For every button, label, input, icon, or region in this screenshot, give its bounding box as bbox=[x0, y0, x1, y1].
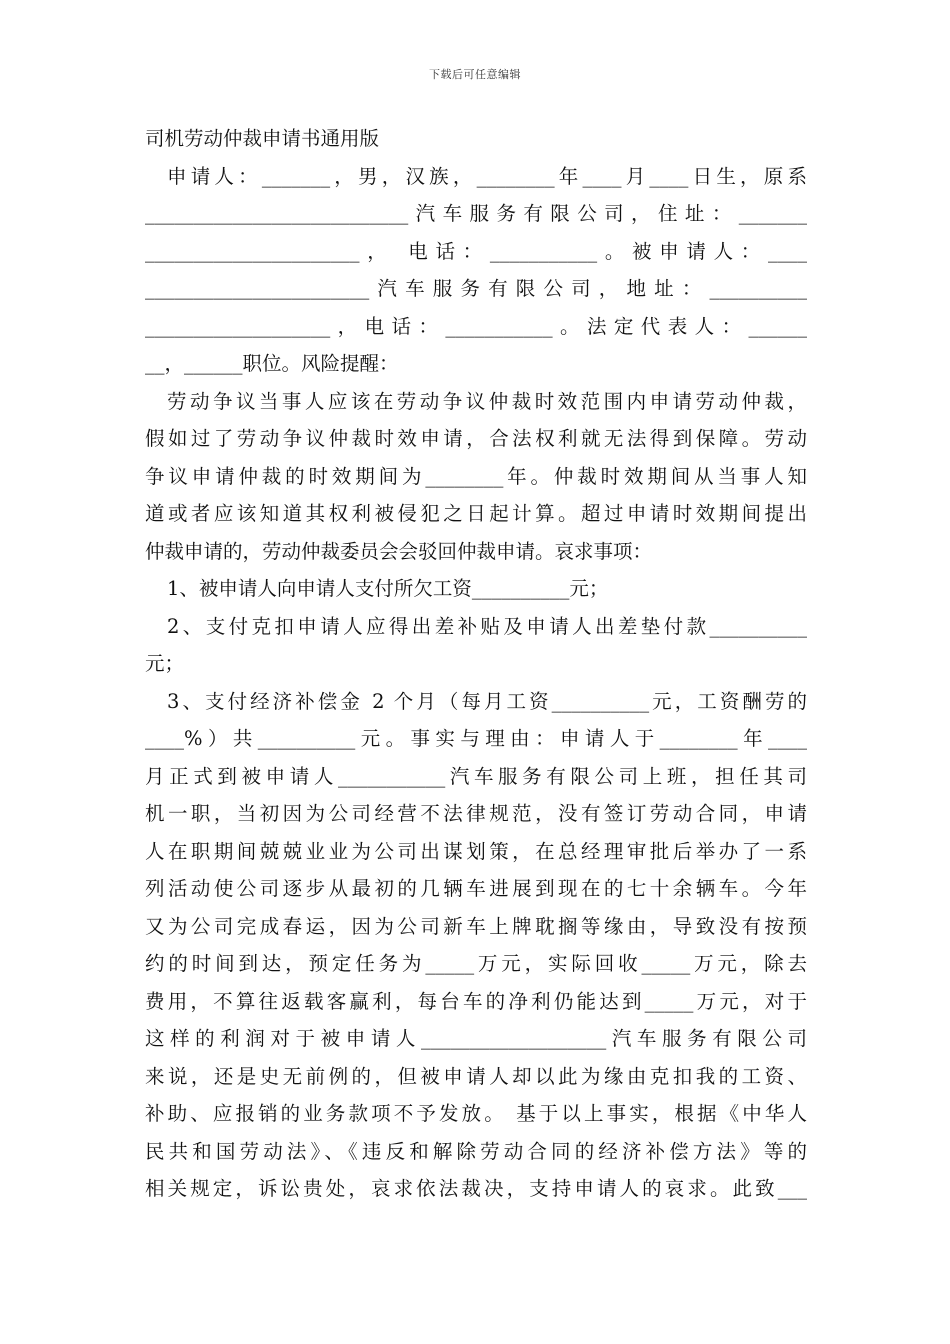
text-line: 月正式到被申请人___________汽车服务有限公司上班，担任其司 bbox=[145, 764, 807, 788]
text-line: 列活动使公司逐步从最初的几辆车进展到现在的七十余辆车。今年 bbox=[145, 877, 807, 900]
document-body bbox=[145, 120, 807, 1208]
text-line: 仲裁申请的，劳动仲裁委员会会驳回仲裁申请。哀求事项： bbox=[145, 539, 653, 563]
text-line: 争议申请仲裁的时效期间为________年。仲裁时效期间从当事人知 bbox=[145, 464, 807, 488]
text-line: 民共和国劳动法》、《违反和解除劳动合同的经济补偿方法》等的 bbox=[145, 1139, 807, 1163]
text-line: 又为公司完成春运，因为公司新车上牌耽搁等缘由，导致没有按预 bbox=[145, 914, 807, 938]
text-line: _______________________汽车服务有限公司，地址：__________ bbox=[145, 277, 807, 300]
text-line: 约的时间到达，预定任务为_____万元，实际回收_____万元，除去 bbox=[145, 952, 807, 975]
text-line: 这样的利润对于被申请人___________________汽车服务有限公司 bbox=[145, 1027, 807, 1050]
text-line: 元； bbox=[145, 652, 185, 675]
text-line: ___________________，电话：___________。法定代表人：______ bbox=[145, 314, 807, 338]
text-line: 费用，不算往返载客赢利，每台车的净利仍能达到_____万元，对于 bbox=[145, 989, 807, 1013]
document-title: 司机劳动仲裁申请书通用版 bbox=[145, 127, 380, 150]
text-line: 相关规定，诉讼贵处，哀求依法裁决，支持申请人的哀求。此致___ bbox=[145, 1177, 807, 1200]
text-line: 来说，还是史无前例的，但被申请人却以此为缘由克扣我的工资、 bbox=[145, 1064, 807, 1088]
text-line: 2、支付克扣申请人应得出差补贴及申请人出差垫付款__________ bbox=[167, 614, 807, 638]
text-line: 道或者应该知道其权利被侵犯之日起计算。超过申请时效期间提出 bbox=[145, 502, 807, 525]
page-header: 下载后可任意编辑 bbox=[429, 68, 521, 81]
text-line: ___________________________汽车服务有限公司，住址：_______ bbox=[145, 202, 807, 225]
text-line: __，______职位。风险提醒： bbox=[145, 352, 399, 375]
text-line: ____%）共__________元。事实与理由：申请人于________年____ bbox=[145, 727, 807, 750]
text-line: 申请人：_______，男，汉族，________年____月____日生，原系 bbox=[167, 164, 807, 188]
text-line: 劳动争议当事人应该在劳动争议仲裁时效范围内申请劳动仲裁， bbox=[167, 389, 807, 413]
text-line: 3、支付经济补偿金 2 个月（每月工资__________元，工资酬劳的 bbox=[167, 689, 807, 713]
text-line: 机一职，当初因为公司经营不法律规范，没有签订劳动合同，申请 bbox=[145, 802, 807, 825]
text-line: 假如过了劳动争议仲裁时效申请，合法权利就无法得到保障。劳动 bbox=[145, 427, 807, 450]
text-line: ______________________， 电话：___________。被申请人：____ bbox=[145, 239, 807, 263]
text-line: 补助、应报销的业务款项不予发放。 基于以上事实，根据《中华人 bbox=[145, 1102, 807, 1125]
text-line: 1、被申请人向申请人支付所欠工资__________元； bbox=[167, 577, 609, 600]
text-line: 人在职期间兢兢业业为公司出谋划策，在总经理审批后举办了一系 bbox=[145, 839, 807, 863]
